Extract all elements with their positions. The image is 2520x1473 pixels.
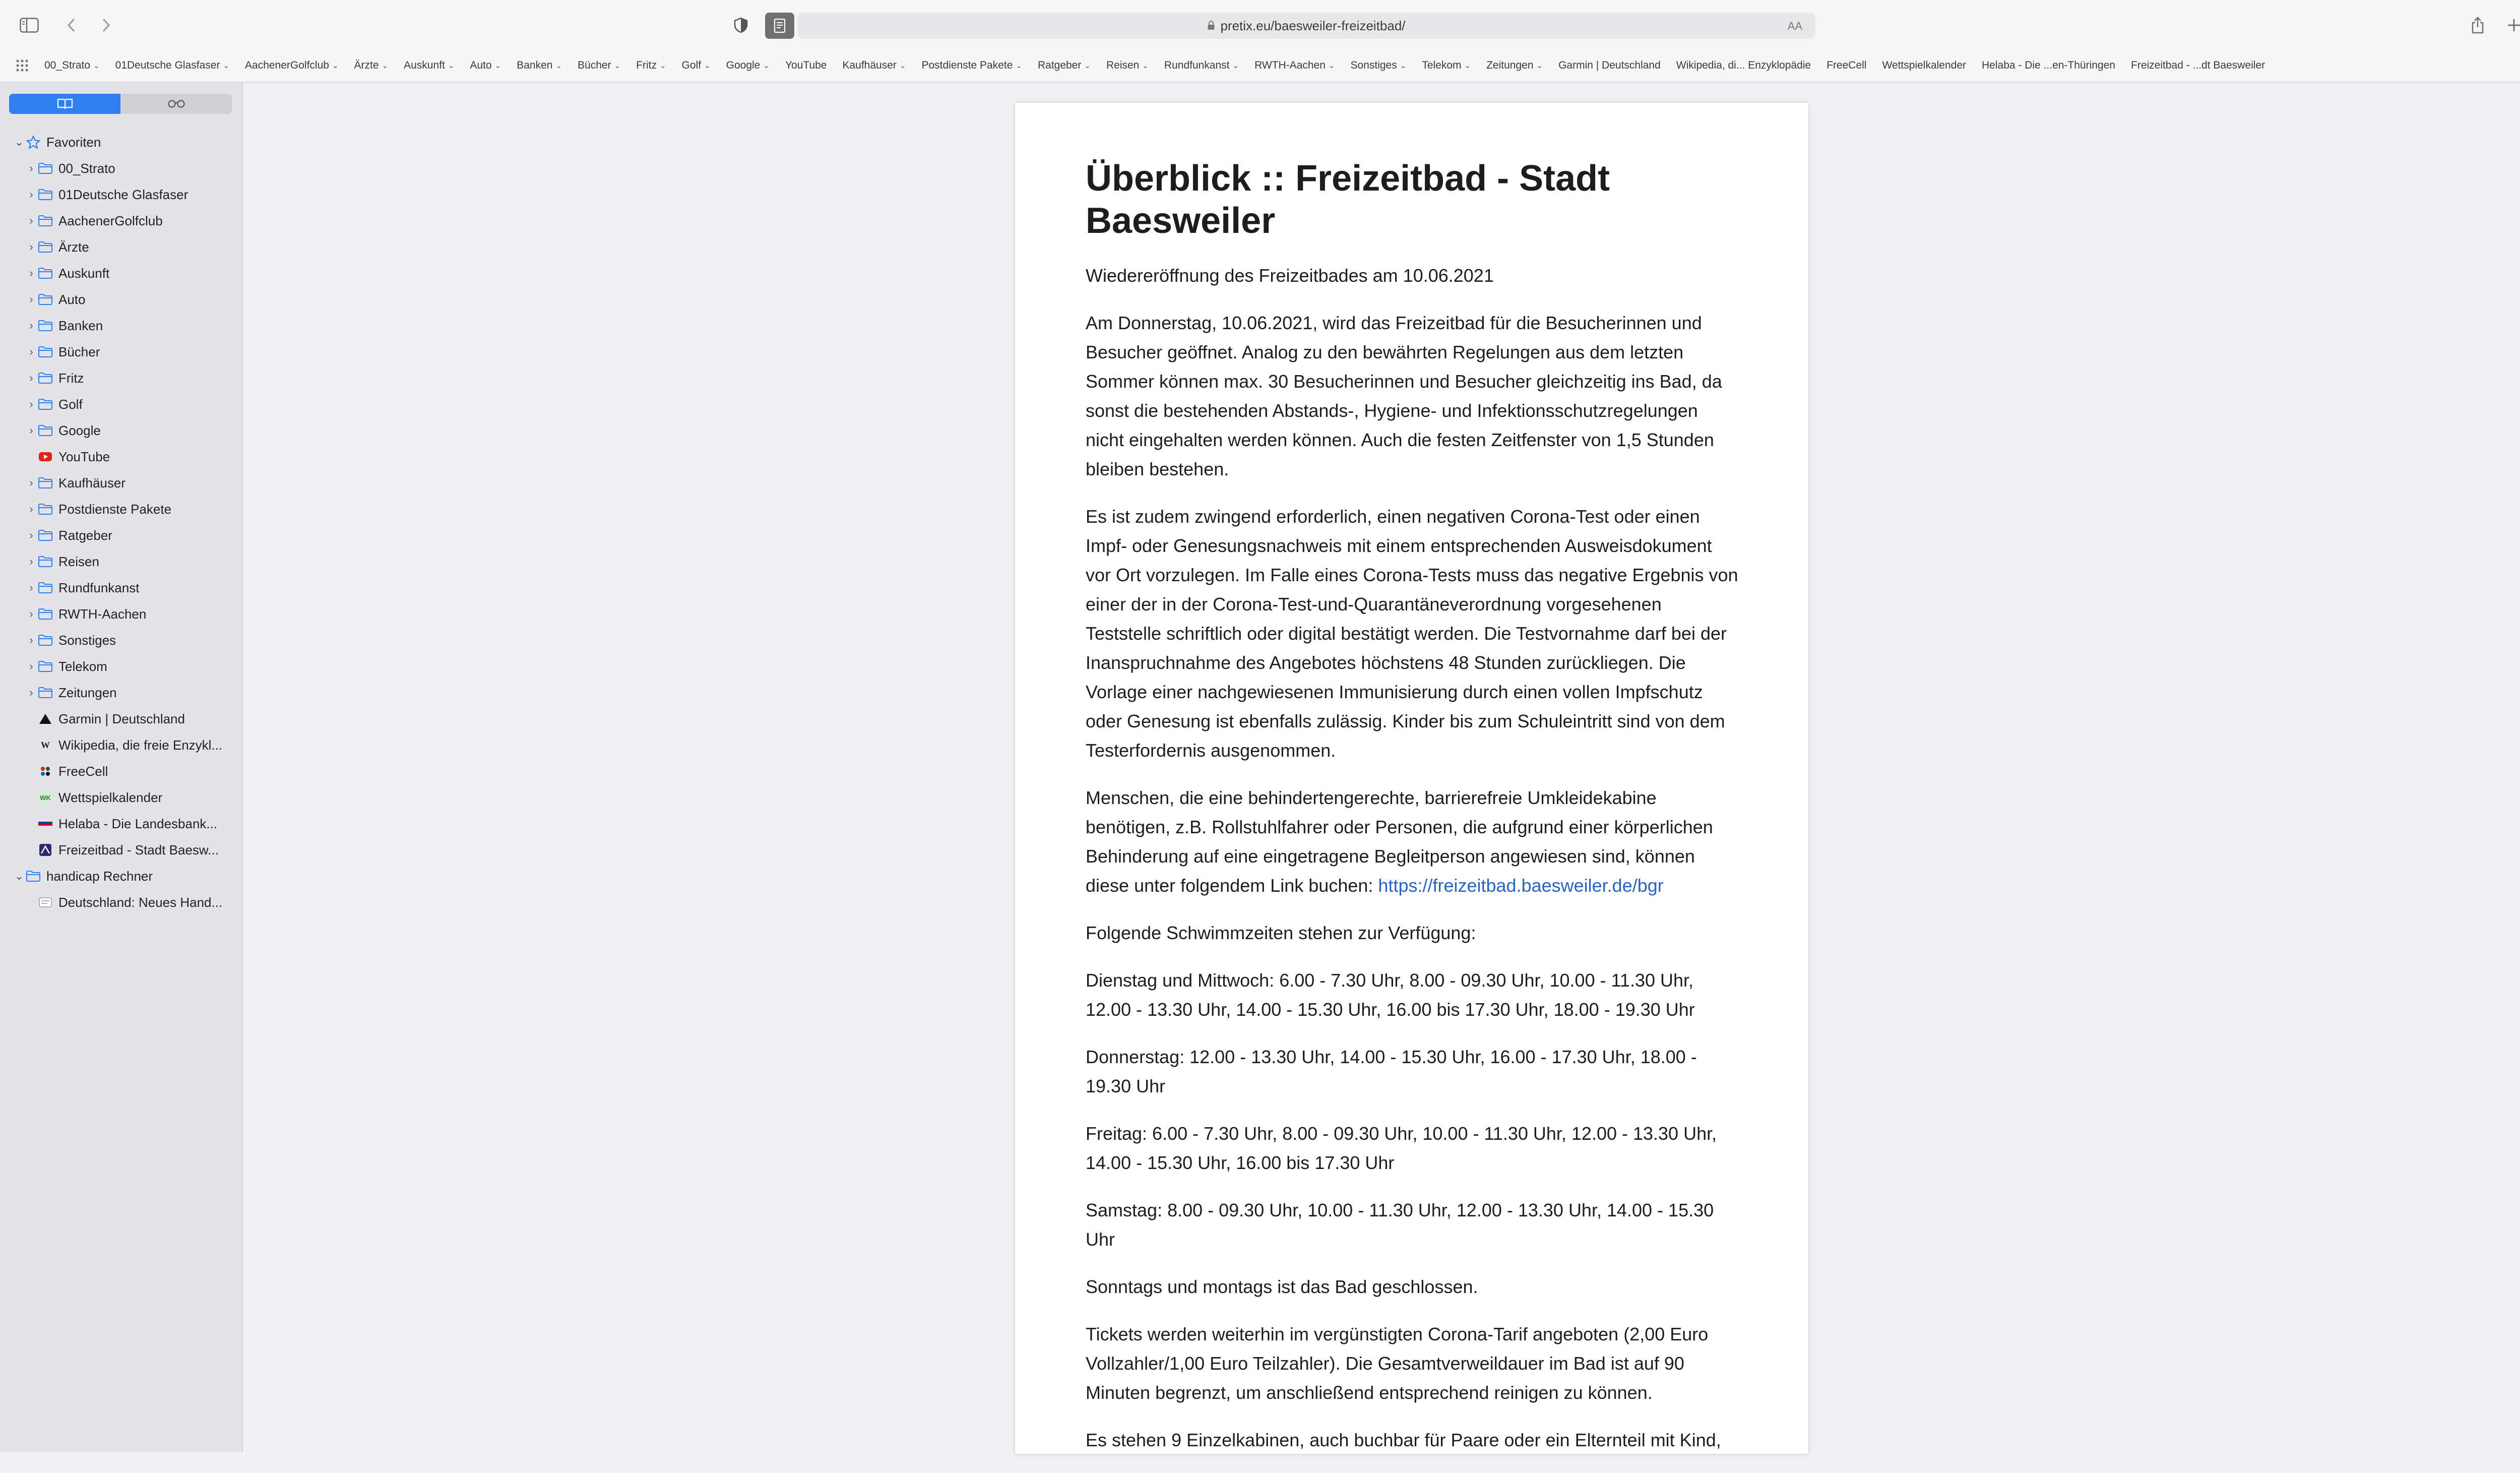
favorites-bar-item-google[interactable] <box>726 59 770 72</box>
sidebar-folder-label: Ärzte <box>58 239 89 255</box>
article-paragraph: Am Donnerstag, 10.06.2021, wird das Freizeitbad für die Besucherinnen und Besucher geöffnet. Analog zu den bewährten Regelungen aus dem letzten Sommer können max. 30 Besucherinnen und Besucher gleichzeitig ins Bad, da sonst die bestehenden Abstands-, Hygiene- und Infektionsschutzregelungen nicht eingehalten werden können. Auch die festen Zeitfenster von 1,5 Stunden bleiben bestehen. <box>1086 313 1722 479</box>
address-bar[interactable] <box>797 13 1815 39</box>
chevron-right-icon[interactable]: › <box>29 188 33 201</box>
privacy-shield-icon[interactable] <box>729 13 753 37</box>
sidebar-folder-label: Reisen <box>58 554 99 569</box>
favorites-bar-item-label: YouTube <box>785 59 827 71</box>
favorites-bar-item-auskunft[interactable] <box>404 59 454 72</box>
sidebar-folder-zeitungen[interactable] <box>0 680 242 706</box>
folder-icon <box>37 345 53 359</box>
webpage-icon <box>37 895 53 909</box>
favorites-bar-item-banken[interactable] <box>517 59 562 72</box>
sidebar-bookmark-label: Wettspielkalender <box>58 789 163 805</box>
reader-mode-button[interactable] <box>765 13 794 39</box>
sidebar-segment-control <box>9 94 232 114</box>
sidebar-folder-label: Bücher <box>58 344 100 359</box>
favorites-bar-item-zeitungen[interactable] <box>1486 59 1543 72</box>
favorites-root[interactable]: ⌄ Favoriten <box>0 129 242 155</box>
new-tab-icon[interactable] <box>2502 13 2520 37</box>
chevron-right-icon[interactable]: › <box>29 424 33 437</box>
chevron-right-icon[interactable]: › <box>29 555 33 568</box>
sidebar-folder-label: Auskunft <box>58 265 110 281</box>
favorites-bar-item-wikipedia-di-enzyklopadie[interactable] <box>1676 59 1811 72</box>
sidebar-folder-reisen[interactable] <box>0 548 242 575</box>
chevron-right-icon[interactable]: › <box>29 372 33 384</box>
wikipedia-icon: W <box>41 740 50 750</box>
favorites-bar-item-rundfunkanst[interactable] <box>1164 59 1239 72</box>
schedule-fri: Freitag: 6.00 - 7.30 Uhr, 8.00 - 09.30 Uhr, 10.00 - 11.30 Uhr, 12.00 - 13.30 Uhr, 14.00 - 15.30 Uhr, 16.00 bis 17.30 Uhr <box>1086 1123 1717 1173</box>
sidebar-folder-label: Banken <box>58 318 103 333</box>
article-paragraph: Wiedereröffnung des Freizeitbades am 10.06.2021 <box>1086 265 1494 286</box>
chevron-down-icon: ⌄ <box>555 62 562 70</box>
favorites-bar-item-arzte[interactable] <box>354 59 389 72</box>
chevron-right-icon[interactable]: › <box>29 345 33 358</box>
lock-icon <box>1207 18 1215 34</box>
chevron-down-icon: ⌄ <box>494 62 501 70</box>
chevron-down-icon: ⌄ <box>382 62 389 70</box>
favorites-bar-item-reisen[interactable] <box>1106 59 1149 72</box>
sidebar-folder-google[interactable] <box>0 417 242 444</box>
chevron-right-icon[interactable]: › <box>29 162 33 174</box>
page-title: Überblick :: Freizeitbad - Stadt Baesweiler <box>1086 158 1610 241</box>
favorites-bar <box>0 49 2520 83</box>
paragraph-text: Menschen, die eine behindertengerechte, barrierefreie Umkleidekabine benötigen, z.B. Rollstuhlfahrer oder Personen, die aufgrund einer körperlichen Behinderung auf eine eingetragene Begleitperson angewiesen sind, können diese unter folgendem Link buchen: <box>1086 787 1713 896</box>
folder-icon <box>37 371 53 385</box>
favorites-bar-item-01deutsche-glasfaser[interactable] <box>115 59 229 72</box>
article-paragraph: Es ist zudem zwingend erforderlich, einen negativen Corona-Test oder einen Impf- oder Genesungsnachweis mit einem entsprechenden Ausweisdokument vor Ort vorzulegen. Im Falle eines Corona-Tests muss das negative Ergebnis von einer der in der Corona-Test-und-Quarantäneverordnung vorgesehenen Teststelle schriftlich oder digital bestätigt werden. Die Testvornahme darf bei der Inanspruchnahme des Angebotes höchstens 48 Stunden zurückliegen. Die Vorlage einer nachgewiesenen Immunisierung durch einen vollen Impfschutz oder Genesung ist ebenfalls zulässig. Kinder bis zum Schuleintritt sind von dem Testerfordernis ausgenommen. <box>1086 506 1738 761</box>
favorites-bar-item-label: Wettspielkalender <box>1882 59 1967 71</box>
book-icon <box>57 98 73 110</box>
favorites-bar-item-helaba-die-en-thuringen[interactable] <box>1982 59 2115 72</box>
article-paragraph: Es stehen 9 Einzelkabinen, auch buchbar für Paare oder ein Elternteil mit Kind, <box>1086 1430 1721 1450</box>
sidebar-bookmark-label: FreeCell <box>58 763 108 779</box>
favorites-bar-item-label: Garmin | Deutschland <box>1558 59 1661 71</box>
sidebar-folder-label: RWTH-Aachen <box>58 606 147 622</box>
favorites-bar-item-label: AachenerGolfclub <box>245 59 329 71</box>
folder-icon <box>37 686 53 700</box>
sidebar-bookmark-label: Wikipedia, die freie Enzykl... <box>58 737 223 753</box>
browser-toolbar <box>0 0 2520 49</box>
chevron-down-icon: ⌄ <box>763 62 770 70</box>
folder-icon <box>37 397 53 411</box>
chevron-right-icon[interactable]: › <box>29 293 33 305</box>
chevron-right-icon[interactable]: › <box>29 476 33 489</box>
folder-icon <box>37 266 53 280</box>
sidebar-folder-label: Postdienste Pakete <box>58 501 172 517</box>
favorites-bar-item-label: Rundfunkanst <box>1164 59 1230 71</box>
chevron-down-icon: ⌄ <box>1400 62 1407 70</box>
favorites-bar-item-label: Freizeitbad - ...dt Baesweiler <box>2131 59 2265 71</box>
chevron-right-icon[interactable]: › <box>29 607 33 620</box>
chevron-right-icon[interactable]: › <box>29 240 33 253</box>
favorites-bar-item-aachenergolfclub[interactable] <box>245 59 339 72</box>
chevron-down-icon: ⌄ <box>704 62 711 70</box>
favorites-bar-item-label: Kaufhäuser <box>842 59 897 71</box>
favorites-bar-item-fritz[interactable] <box>636 59 666 72</box>
back-icon[interactable] <box>59 13 84 37</box>
sidebar-folder-handicap[interactable]: ⌄ handicap Rechner <box>0 863 242 889</box>
reader-article <box>1015 103 1808 1454</box>
chevron-right-icon[interactable]: › <box>29 503 33 515</box>
folder-icon <box>37 476 53 490</box>
sidebar-folder-kaufhauser[interactable] <box>0 470 242 496</box>
sidebar-bookmark-wettspielkalender[interactable] <box>0 784 242 811</box>
folder-icon <box>37 581 53 595</box>
chevron-right-icon[interactable]: › <box>29 214 33 227</box>
sidebar-folder-00-strato[interactable] <box>0 155 242 181</box>
favorites-bar-item-auto[interactable] <box>470 59 501 72</box>
chevron-right-icon[interactable]: › <box>29 319 33 332</box>
sidebar-folder-telekom[interactable] <box>0 653 242 680</box>
folder-icon <box>37 214 53 228</box>
sidebar-folder-label: Golf <box>58 396 83 412</box>
sidebar-folder-golf[interactable] <box>0 391 242 417</box>
favorites-bar-item-kaufhauser[interactable] <box>842 59 906 72</box>
sidebar-folder-label: AachenerGolfclub <box>58 213 163 228</box>
chevron-down-icon: ⌄ <box>614 62 621 70</box>
folder-icon <box>37 502 53 516</box>
chevron-down-icon: ⌄ <box>1232 62 1239 70</box>
chevron-down-icon: ⌄ <box>1464 62 1471 70</box>
folder-icon <box>37 240 53 254</box>
article-paragraph: Tickets werden weiterhin im vergünstigten Corona-Tarif angeboten (2,00 Euro Vollzahler/1,00 Euro Teilzahler). Die Gesamtverweildauer im Bad ist auf 90 Minuten begrenzt, um anschließend entsprechend reinigen zu können. <box>1086 1324 1709 1403</box>
favorites-bar-item-sonstiges[interactable] <box>1351 59 1407 72</box>
youtube-icon <box>37 450 53 464</box>
bookmarks-sidebar <box>0 83 243 1452</box>
chevron-down-icon: ⌄ <box>1536 62 1543 70</box>
favorites-bar-item-label: Google <box>726 59 761 71</box>
folder-icon <box>37 633 53 647</box>
helaba-icon <box>37 817 53 831</box>
sidebar-bookmark-freizeitbad-stadt-baesw[interactable] <box>0 837 242 863</box>
folder-icon <box>37 659 53 673</box>
chevron-down-icon: ⌄ <box>659 62 666 70</box>
chevron-right-icon[interactable]: › <box>29 660 33 672</box>
favorites-bar-item-rwth-aachen[interactable] <box>1254 59 1335 72</box>
folder-icon <box>37 423 53 438</box>
favorites-bar-item-label: Wikipedia, di... Enzyklopädie <box>1676 59 1811 71</box>
favorites-bar-item-label: Telekom <box>1422 59 1462 71</box>
bookmarks-tree <box>0 129 242 915</box>
chevron-right-icon[interactable]: › <box>29 581 33 594</box>
sidebar-folder-auto[interactable] <box>0 286 242 313</box>
favorites-bar-item-label: Ratgeber <box>1038 59 1082 71</box>
sidebar-folder-label: Sonstiges <box>58 632 116 648</box>
share-icon[interactable] <box>2466 13 2490 37</box>
sidebar-folder-label: Auto <box>58 291 86 307</box>
favorites-bar-item-00-strato[interactable] <box>44 59 100 72</box>
favorites-bar-item-label: Auto <box>470 59 492 71</box>
chevron-right-icon[interactable]: › <box>29 398 33 410</box>
sidebar-folder-banken[interactable] <box>0 313 242 339</box>
sidebar-bookmark-handicap-child[interactable]: Deutschland: Neues Hand... <box>0 889 242 915</box>
favorites-bar-item-telekom[interactable] <box>1422 59 1471 72</box>
folder-icon <box>37 292 53 306</box>
folder-icon <box>37 161 53 175</box>
sidebar-folder-ratgeber[interactable] <box>0 522 242 548</box>
chevron-right-icon[interactable]: › <box>29 686 33 699</box>
favorites-bar-item-label: Helaba - Die ...en-Thüringen <box>1982 59 2115 71</box>
chevron-down-icon: ⌄ <box>1142 62 1149 70</box>
reading-list-tab[interactable] <box>120 94 232 114</box>
schedule-thu: Donnerstag: 12.00 - 13.30 Uhr, 14.00 - 15.30 Uhr, 16.00 - 17.30 Uhr, 18.00 - 19.30 Uhr <box>1086 1047 1697 1096</box>
article-content <box>1086 157 1741 1473</box>
favorites-bar-item-freecell[interactable] <box>1826 59 1866 72</box>
chevron-down-icon: ⌄ <box>1084 62 1091 70</box>
booking-link[interactable]: https://freizeitbad.baesweiler.de/bgr <box>1378 875 1664 896</box>
folder-icon <box>37 528 53 542</box>
folder-icon <box>37 555 53 569</box>
sidebar-folder-fritz[interactable] <box>0 365 242 391</box>
sidebar-bookmark-freecell[interactable] <box>0 758 242 784</box>
folder-icon <box>25 869 41 883</box>
sidebar-toggle-icon[interactable] <box>17 13 41 37</box>
favorites-bar-item-wettspielkalender[interactable] <box>1882 59 1966 72</box>
sidebar-bookmark-wikipedia-die-freie-enzykl[interactable] <box>0 732 242 758</box>
favorites-bar-item-label: 01Deutsche Glasfaser <box>115 59 220 71</box>
schedule-sat: Samstag: 8.00 - 09.30 Uhr, 10.00 - 11.30 Uhr, 12.00 - 13.30 Uhr, 14.00 - 15.30 Uhr <box>1086 1200 1714 1250</box>
sidebar-folder-label: Kaufhäuser <box>58 475 125 490</box>
favorites-bar-item-label: Reisen <box>1106 59 1140 71</box>
schedule-tue-wed: Dienstag und Mittwoch: 6.00 - 7.30 Uhr, 8.00 - 09.30 Uhr, 10.00 - 11.30 Uhr, 12.00 - 13.30 Uhr, 14.00 - 15.30 Uhr, 16.00 bis 17.30 Uhr, 18.00 - 19.30 Uhr <box>1086 970 1695 1020</box>
sidebar-bookmark-label: Helaba - Die Landesbank... <box>58 816 218 831</box>
glasses-icon <box>168 99 185 108</box>
favorites-bar-item-label: Sonstiges <box>1350 59 1397 71</box>
sidebar-folder-label: Telekom <box>58 658 107 674</box>
sidebar-bookmark-label: Freizeitbad - Stadt Baesw... <box>58 842 219 857</box>
freizeitbad-icon <box>37 843 53 857</box>
favorites-bar-item-label: Postdienste Pakete <box>921 59 1013 71</box>
favorites-bar-item-label: 00_Strato <box>44 59 91 71</box>
favorites-bar-item-label: Fritz <box>636 59 657 71</box>
favorites-bar-item-label: Bücher <box>578 59 611 71</box>
forward-icon[interactable] <box>94 13 118 37</box>
chevron-right-icon[interactable]: › <box>29 634 33 646</box>
favorites-bar-item-label: RWTH-Aachen <box>1254 59 1326 71</box>
favorites-bar-item-youtube[interactable] <box>785 59 827 72</box>
sidebar-bookmark-helaba-die-landesbank[interactable] <box>0 811 242 837</box>
sidebar-folder-label: Zeitungen <box>58 685 117 700</box>
favorites-bar-item-label: Golf <box>681 59 702 71</box>
chevron-down-icon: ⌄ <box>448 62 455 70</box>
wettspiel-icon: WK <box>37 790 53 805</box>
article-paragraph-with-link <box>1086 783 1741 900</box>
sidebar-folder-label: Google <box>58 422 101 438</box>
favorites-bar-item-label: Zeitungen <box>1486 59 1534 71</box>
sidebar-folder-aachenergolfclub[interactable] <box>0 208 242 234</box>
favorites-bar-item-label: Auskunft <box>404 59 445 71</box>
sidebar-folder-bucher[interactable] <box>0 339 242 365</box>
chevron-down-icon: ⌄ <box>223 62 230 70</box>
chevron-down-icon: ⌄ <box>332 62 339 70</box>
sidebar-folder-postdienste-pakete[interactable] <box>0 496 242 522</box>
star-icon <box>25 135 41 149</box>
chevron-down-icon: ⌄ <box>93 62 100 70</box>
sidebar-folder-rundfunkanst[interactable] <box>0 575 242 601</box>
article-paragraph: Sonntags und montags ist das Bad geschlossen. <box>1086 1276 1478 1297</box>
sidebar-folder-label: 01Deutsche Glasfaser <box>58 187 188 202</box>
url-display[interactable] <box>797 13 1815 39</box>
url-text: pretix.eu/baesweiler-freizeitbad/ <box>1220 18 1406 33</box>
favorites-bar-item-garmin-deutschland[interactable] <box>1558 59 1661 72</box>
sidebar-bookmark-youtube[interactable]: YouTube <box>0 444 242 470</box>
article-paragraph: Folgende Schwimmzeiten stehen zur Verfügung: <box>1086 923 1476 943</box>
folder-icon <box>37 607 53 621</box>
chevron-down-icon: ⌄ <box>1328 62 1335 70</box>
chevron-down-icon: ⌄ <box>1016 62 1022 70</box>
sidebar-folder-label: 00_Strato <box>58 160 115 176</box>
favorites-bar-item-ratgeber[interactable] <box>1038 59 1091 72</box>
chevron-right-icon[interactable]: › <box>29 267 33 279</box>
favorites-bar-item-freizeitbad-dt-baesweiler[interactable] <box>2131 59 2265 72</box>
sidebar-folder-label: Ratgeber <box>58 527 112 543</box>
sidebar-folder-label: Fritz <box>58 370 84 386</box>
chevron-down-icon[interactable]: ⌄ <box>14 136 24 148</box>
favorites-bar-item-label: FreeCell <box>1826 59 1867 71</box>
favorites-bar-item-label: Banken <box>517 59 553 71</box>
sidebar-folder-01deutsche-glasfaser[interactable] <box>0 181 242 208</box>
favorites-grid-icon[interactable] <box>15 58 29 73</box>
bookmarks-tab[interactable] <box>9 94 120 114</box>
freecell-icon <box>37 764 53 778</box>
sidebar-folder-arzte[interactable] <box>0 234 242 260</box>
garmin-icon <box>37 712 53 726</box>
folder-icon <box>37 319 53 333</box>
sidebar-folder-rwth-aachen[interactable] <box>0 601 242 627</box>
sidebar-bookmark-garmin-deutschland[interactable] <box>0 706 242 732</box>
text-size-button[interactable]: AA <box>1787 20 1802 32</box>
sidebar-folder-auskunft[interactable] <box>0 260 242 286</box>
chevron-right-icon[interactable]: › <box>29 529 33 541</box>
sidebar-bookmark-label: Garmin | Deutschland <box>58 711 185 726</box>
favorites-bar-item-golf[interactable] <box>682 59 711 72</box>
sidebar-folder-label: Rundfunkanst <box>58 580 140 595</box>
chevron-down-icon: ⌄ <box>899 62 906 70</box>
favorites-bar-item-label: Ärzte <box>354 59 379 71</box>
sidebar-folder-sonstiges[interactable] <box>0 627 242 653</box>
folder-icon <box>37 188 53 202</box>
chevron-down-icon[interactable]: ⌄ <box>14 870 24 882</box>
favorites-bar-item-postdienste-pakete[interactable] <box>921 59 1022 72</box>
favorites-bar-item-bucher[interactable] <box>578 59 620 72</box>
